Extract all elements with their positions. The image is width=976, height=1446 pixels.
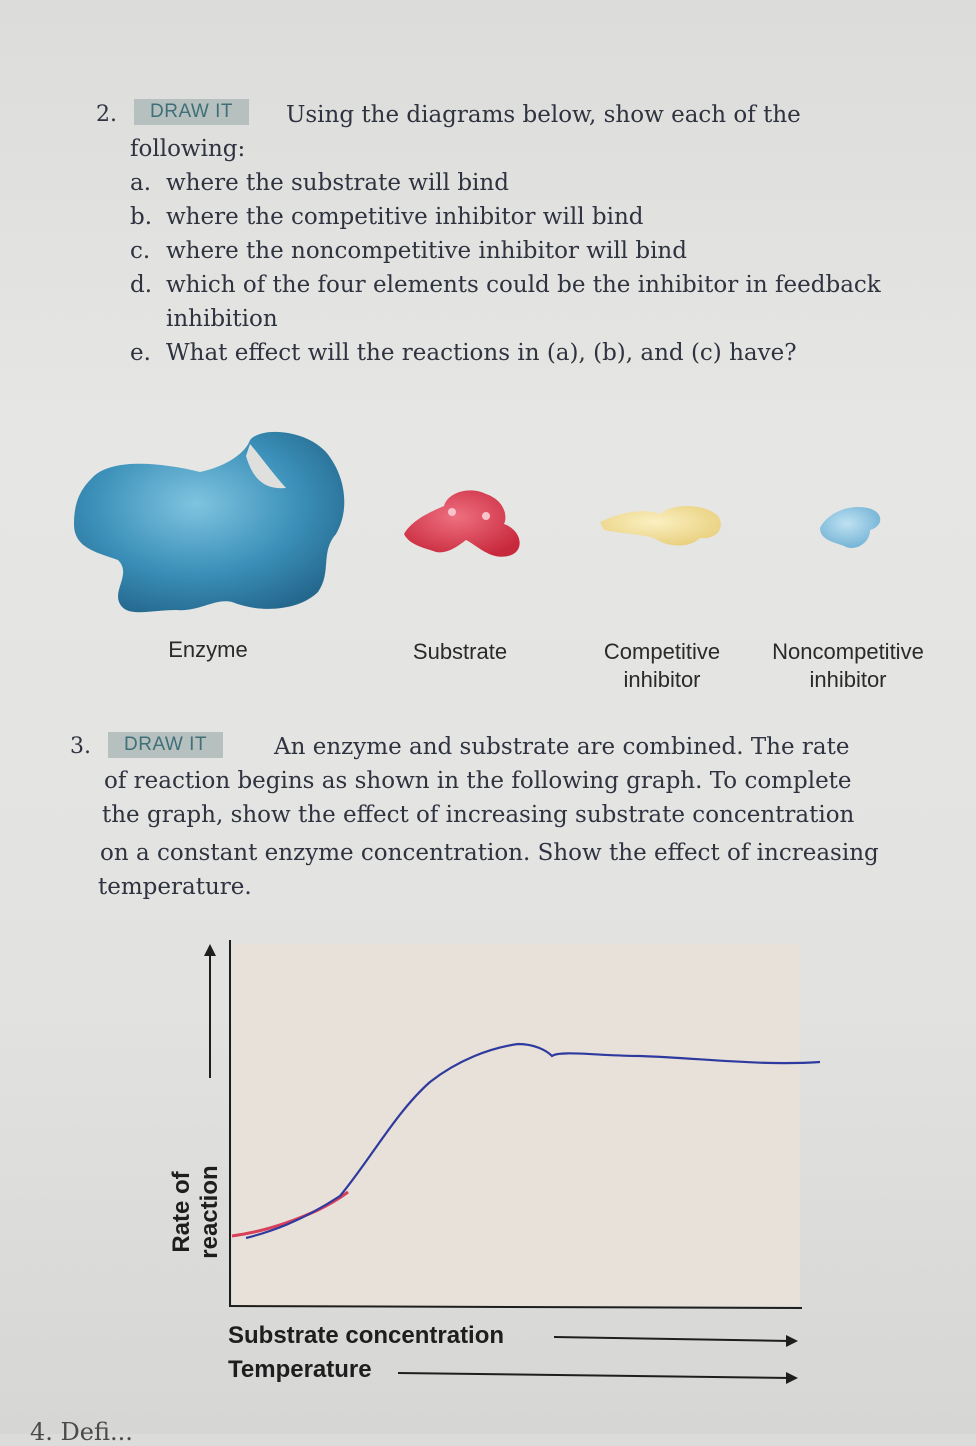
- xlabel2-arrowhead: [786, 1372, 798, 1384]
- q2-item-a-text: where the substrate will bind: [166, 170, 509, 196]
- q2-item-a-letter: a.: [130, 170, 152, 196]
- graph-y-label: Rate of reaction: [168, 1165, 223, 1259]
- q2-item-e-letter: e.: [130, 340, 151, 366]
- next-question-partial: 4. Defi...: [30, 1418, 133, 1446]
- q3-line2: of reaction begins as shown in the following graph. To complete: [104, 768, 852, 794]
- draw-it-tag-q2: DRAW IT: [134, 99, 249, 125]
- graph-x-axis: [229, 1306, 802, 1308]
- q2-item-c-text: where the noncompetitive inhibitor will bind: [166, 238, 687, 264]
- noncompetitive-label-line2: inhibitor: [809, 667, 887, 692]
- graph-plot-area: [232, 944, 800, 1306]
- q2-item-b-text: where the competitive inhibitor will bind: [166, 204, 644, 230]
- ylabel-arrowhead: [204, 944, 216, 956]
- q2-intro-line1: Using the diagrams below, show each of the: [286, 102, 801, 128]
- question-2-number: 2.: [96, 102, 117, 127]
- xlabel1-arrowhead: [786, 1335, 798, 1347]
- xlabel1-arrow-line: [554, 1337, 790, 1341]
- competitive-label-line2: inhibitor: [623, 667, 701, 692]
- q2-item-c-letter: c.: [130, 238, 151, 264]
- graph-x-label-temperature: Temperature: [228, 1356, 372, 1383]
- q3-line3: the graph, show the effect of increasing substrate concentration: [102, 802, 855, 828]
- xlabel2-arrow-line: [398, 1373, 790, 1378]
- graph-x-label-substrate: Substrate concentration: [228, 1322, 505, 1349]
- q3-line1: An enzyme and substrate are combined. The rate: [274, 734, 850, 760]
- q2-item-d-letter: d.: [130, 272, 153, 298]
- q3-line4: on a constant enzyme concentration. Show the effect of increasing: [100, 840, 879, 866]
- draw-it-tag-q3: DRAW IT: [108, 732, 223, 758]
- q2-intro-line2: following:: [130, 136, 246, 162]
- substrate-label: Substrate: [412, 639, 508, 664]
- noncompetitive-label-line1: Noncompetitive: [772, 639, 924, 664]
- q2-item-d-continuation: inhibition: [166, 306, 278, 332]
- question-3-number: 3.: [70, 734, 91, 759]
- enzyme-label: Enzyme: [168, 637, 248, 662]
- competitive-label-line1: Competitive: [603, 639, 721, 664]
- q2-item-d-text: which of the four elements could be the inhibitor in feedback: [166, 272, 881, 298]
- q2-item-b-letter: b.: [130, 204, 153, 230]
- q2-item-e-text: What effect will the reactions in (a), (b), and (c) have?: [166, 340, 797, 366]
- q3-line5: temperature.: [98, 874, 252, 900]
